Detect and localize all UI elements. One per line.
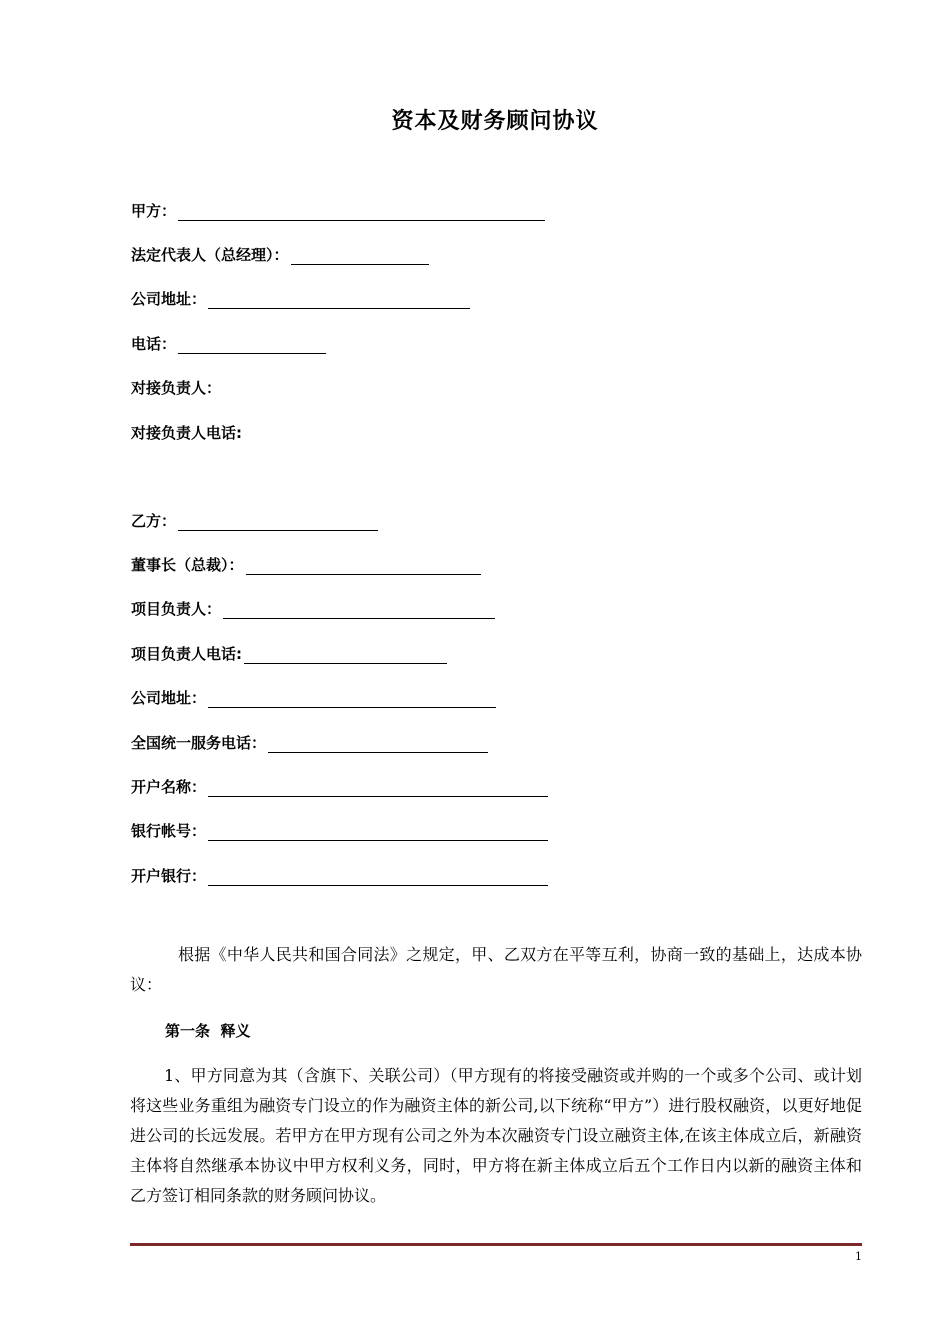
party-b-project-lead-field <box>131 597 495 619</box>
party-b-account-name-blank[interactable] <box>208 778 548 797</box>
party-a-phone-field <box>131 332 326 354</box>
preamble-paragraph: 根据《中华人民共和国合同法》之规定，甲、乙双方在平等互利，协商一致的基础上，达成本协议： <box>130 945 862 994</box>
party-b-project-lead-label: 项目负责人： <box>131 600 222 618</box>
article-1-heading: 第一条 释义 <box>165 1022 251 1040</box>
party-b-address-label: 公司地址： <box>131 689 207 707</box>
party-b-hotline-blank[interactable] <box>268 734 488 753</box>
party-b-project-lead-blank[interactable] <box>223 600 495 619</box>
party-a-phone-label-right: 话： <box>146 335 177 353</box>
footer-divider <box>130 1243 862 1246</box>
party-b-chairman-label: 董事长（总裁）： <box>131 556 244 574</box>
party-b-bank-label: 开户银行： <box>131 867 207 885</box>
party-b-chairman-blank[interactable] <box>246 556 481 575</box>
party-b-bank-blank[interactable] <box>208 867 548 886</box>
party-a-phone-label-left: 电 <box>131 335 147 353</box>
party-b-project-lead-phone-blank[interactable] <box>244 645 447 664</box>
party-b-bank-account-label: 银行帐号： <box>131 822 207 840</box>
party-a-contact-phone-field <box>131 421 242 443</box>
party-a-contact-phone-label: 对接负责人电话: <box>131 424 242 442</box>
party-a-address-blank[interactable] <box>208 290 470 309</box>
party-a-name-label-right: 方： <box>146 202 177 220</box>
party-a-address-label: 公司地址： <box>131 290 207 308</box>
party-a-name-blank[interactable] <box>178 202 545 221</box>
party-b-project-lead-phone-label: 项目负责人电话: <box>131 645 242 663</box>
party-a-contact-field <box>131 376 221 398</box>
party-b-address-blank[interactable] <box>208 689 496 708</box>
party-b-bank-account-field <box>131 819 548 841</box>
party-b-project-lead-phone-field <box>131 642 447 664</box>
party-a-legal-rep-label: 法定代表人（总经理）： <box>131 246 289 264</box>
party-a-name-label-left: 甲 <box>131 202 147 220</box>
party-b-bank-field <box>131 864 548 886</box>
document-title: 资本及财务顾问协议 <box>391 109 599 134</box>
party-b-hotline-label: 全国统一服务电话： <box>131 734 267 752</box>
party-b-name-blank[interactable] <box>178 512 378 531</box>
party-b-name-field <box>131 509 378 531</box>
party-b-chairman-field <box>131 553 481 575</box>
article-1-clause-1: 1、甲方同意为其（含旗下、关联公司）（甲方现有的将接受融资或并购的一个或多个公司、或计划将这些业务重组为融资专门设立的作为融资主体的新公司,以下统称“甲方”）进行股权融资，以更好地促进公司的长远发展。若甲方在甲方现有公司之外为本次融资专门设立融资主体,在该主体成立后，新融资主体将自然继承本协议中甲方权利义务，同时，甲方将在新主体成立后五个工作日内以新的融资主体和乙方签订相同条款的财务顾问协议。 <box>130 1066 862 1205</box>
party-b-account-name-label: 开户名称： <box>131 778 207 796</box>
party-b-hotline-field <box>131 731 488 753</box>
party-b-bank-account-blank[interactable] <box>208 822 548 841</box>
party-b-name-label-left: 乙 <box>131 512 147 530</box>
party-a-address-field <box>131 287 470 309</box>
party-a-contact-label: 对接负责人： <box>131 379 222 397</box>
page-number: 1 <box>855 1250 862 1263</box>
party-a-legal-rep-blank[interactable] <box>291 246 429 265</box>
party-b-account-name-field <box>131 775 548 797</box>
party-a-legal-rep-field <box>131 243 429 265</box>
party-a-phone-blank[interactable] <box>178 335 326 354</box>
party-b-address-field <box>131 686 496 708</box>
party-b-name-label-right: 方： <box>146 512 177 530</box>
party-a-name-field <box>131 199 545 221</box>
